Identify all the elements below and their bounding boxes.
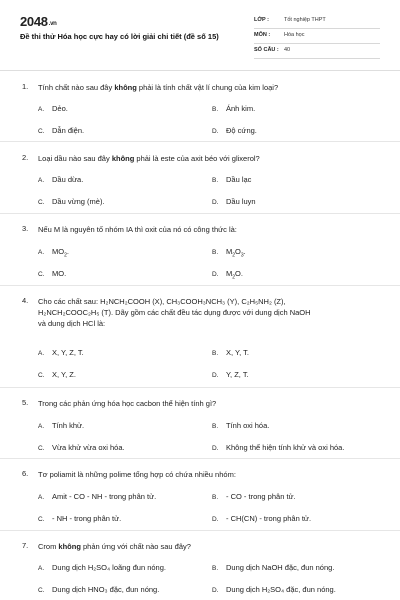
option-d[interactable]: D. - CH(CN) - trong phân tử. — [212, 514, 312, 523]
option-b[interactable]: B. $M_2O_3$. — [212, 247, 246, 259]
option-c[interactable]: C. Dung dịch HNO₃ đặc, đun nóng. — [38, 585, 160, 594]
meta-row-subject — [254, 29, 380, 44]
question-text — [38, 296, 383, 329]
question-divider — [0, 141, 400, 142]
question-number: 4. — [22, 296, 29, 305]
option-b[interactable]: B. - CO - trong phân tử. — [212, 492, 296, 501]
option-c[interactable]: C. Dầu vừng (mè). — [38, 197, 105, 206]
question-number: 1. — [22, 82, 29, 91]
option-a[interactable]: A. X, Y, Z, T. — [38, 348, 84, 357]
option-b[interactable]: B. Dung dịch NaOH đặc, đun nóng. — [212, 563, 335, 572]
option-a[interactable]: A. Dung dịch H₂SO₄ loãng đun nóng. — [38, 563, 166, 572]
question-text: Tơ poliamit là những polime tổng hợp có chứa nhiều nhóm: — [38, 470, 236, 479]
option-c[interactable]: C. Vừa khử vừa oxi hóa. — [38, 443, 125, 452]
option-a[interactable]: A. Dẻo. — [38, 104, 68, 113]
exam-meta — [254, 14, 380, 59]
question-number: 5. — [22, 398, 29, 407]
question-text: Trong các phản ứng hóa học cacbon thể hiện tính gì? — [38, 399, 217, 408]
option-c[interactable]: C. MO. — [38, 269, 67, 278]
meta-value: Tốt nghiệp THPT — [284, 17, 326, 23]
option-d[interactable]: D. Dung dịch H₂SO₄ đặc, đun nóng. — [212, 585, 336, 594]
question-divider — [0, 458, 400, 459]
exam-title: Đề thi thử Hóa học cực hay có lời giải chi tiết (đề số 15) — [20, 32, 219, 41]
question-number: 7. — [22, 541, 29, 550]
option-d[interactable]: D. Dầu luyn — [212, 197, 256, 206]
meta-value: 40 — [284, 47, 291, 53]
site-logo[interactable] — [20, 14, 57, 29]
question-text-line: H₂NCH₂COOC₂H₅ (T). Dãy gồm các chất đều tác dụng được với dung dịch NaOH — [38, 308, 311, 317]
question-divider — [0, 285, 400, 286]
option-d[interactable]: D. Không thể hiện tính khử và oxi hóa. — [212, 443, 345, 452]
question-text: Loại dầu nào sau đây không phải là este của axit béo với glixerol? — [38, 154, 260, 163]
meta-key: SỐ CÂU : — [254, 47, 279, 53]
exam-header — [0, 0, 400, 62]
question-number: 3. — [22, 224, 29, 233]
option-b[interactable]: B. Tính oxi hóa. — [212, 421, 270, 430]
question-divider — [0, 387, 400, 388]
question-text: Tính chất nào sau đây không phải là tính chất vật lí chung của kim loại? — [38, 83, 279, 92]
meta-row-class — [254, 14, 380, 29]
option-d[interactable]: D. Y, Z, T. — [212, 370, 249, 379]
logo-main: 2048 — [20, 14, 48, 29]
option-a[interactable]: A. Dầu dừa. — [38, 175, 84, 184]
meta-row-count — [254, 44, 380, 59]
option-b[interactable]: B. Ánh kim. — [212, 104, 256, 113]
option-c[interactable]: C. - NH - trong phân tử. — [38, 514, 122, 523]
meta-key: MÔN : — [254, 32, 271, 38]
question-divider — [0, 530, 400, 531]
question-text-line: và dung dịch HCl là: — [38, 319, 106, 328]
question-number: 6. — [22, 469, 29, 478]
option-a[interactable]: A. Amit - CO - NH - trong phân tử. — [38, 492, 157, 501]
question-text: Nếu M là nguyên tố nhóm IA thì oxit của nó có công thức là: — [38, 225, 237, 234]
option-b[interactable]: B. X, Y, T. — [212, 348, 249, 357]
question-divider — [0, 213, 400, 214]
option-d[interactable]: D. Độ cứng. — [212, 126, 257, 135]
question-number: 2. — [22, 153, 29, 162]
question-text: Crom không phản ứng với chất nào sau đây? — [38, 542, 191, 551]
meta-key: LỚP : — [254, 17, 269, 23]
header-divider — [0, 70, 400, 71]
option-b[interactable]: B. Dầu lạc — [212, 175, 252, 184]
option-c[interactable]: C. X, Y, Z. — [38, 370, 76, 379]
option-d[interactable]: D. $M_2O$. — [212, 269, 243, 281]
option-a[interactable]: A. Tính khử. — [38, 421, 85, 430]
logo-suffix: .vn — [48, 21, 57, 27]
option-c[interactable]: C. Dẫn điện. — [38, 126, 85, 135]
option-a[interactable]: A. $MO_2$. — [38, 247, 69, 259]
meta-value: Hóa học — [284, 32, 305, 38]
question-text-line: Cho các chất sau: H₂NCH₂COOH (X), CH₃COOH₃NCH₃ (Y), C₂H₅NH₂ (Z), — [38, 297, 286, 306]
